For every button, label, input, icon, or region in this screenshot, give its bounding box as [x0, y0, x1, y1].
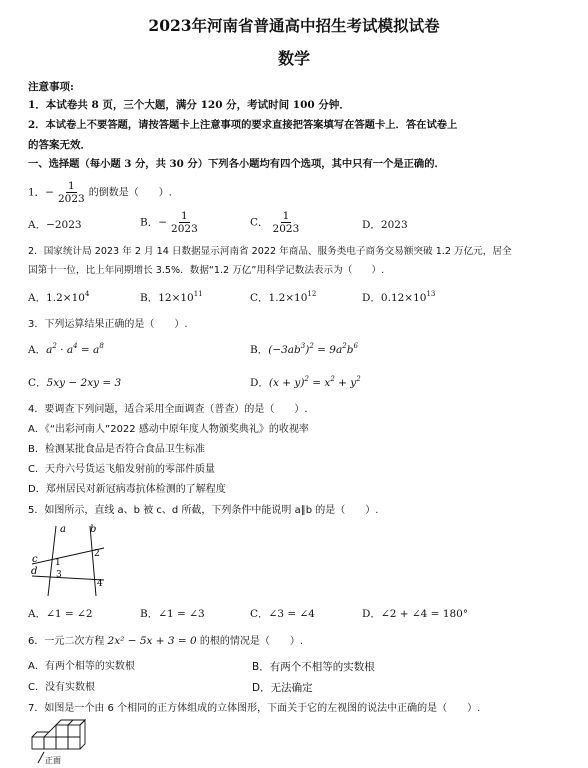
question-2-line-1: 2．国家统计局 2023 年 2 月 14 日数据显示河南省 2022 年商品、服务类电子商务交易额突破 1.2 万亿元，居全 — [28, 246, 512, 257]
question-6-stem — [28, 634, 303, 649]
q7-cube-figure — [28, 719, 88, 767]
q3-option-c-expr: 5xy − 2xy = 3 — [46, 377, 122, 389]
q1-option-b — [140, 210, 202, 235]
q1-option-c-num: 1 — [282, 210, 290, 222]
label-a: a — [60, 524, 66, 535]
question-7-stem: 7．如图是一个由 6 个相同的正方体组成的立体图形，下面关于它的左视图的说法中正确的是（ ）. — [28, 703, 481, 714]
q4-option-a: A．《“出彩河南人”2022 感动中原年度人物颁奖典礼》的收视率 — [28, 424, 309, 435]
q2-option-a — [28, 291, 89, 305]
q2-option-d-base: 0.12×10 — [380, 292, 427, 304]
q1-option-c-label: C． — [250, 216, 269, 229]
q2-option-b — [140, 291, 203, 305]
section-1-heading: 一、选择题（每小题 3 分，共 30 分）下列各小题均有四个选项，其中只有一个是正确的． — [28, 158, 445, 170]
exam-title: 2023年河南省普通高中招生考试模拟试卷 — [148, 16, 440, 35]
q3-option-b-expr: $(-3ab^3)^2 = 9a^2b^6$ — [268, 342, 358, 356]
q1-neg: − — [45, 186, 54, 199]
q5-option-d: D．∠2 + ∠4 = 180° — [362, 608, 469, 620]
label-b: b — [90, 524, 97, 535]
notice-item-1: 1．本试卷共 8 页，三个大题，满分 120 分，考试时间 100 分钟． — [28, 99, 350, 111]
q1-option-c-den: 2023 — [272, 223, 300, 235]
q2-option-c-base: 1.2×10 — [268, 292, 308, 304]
q5-option-a: A．∠1 = ∠2 — [28, 608, 93, 620]
q3-option-b — [250, 343, 358, 357]
angle-1: 1 — [55, 558, 61, 568]
question-3-stem: 3．下列运算结果正确的是（ ）. — [28, 319, 188, 330]
q2-option-c-exp: 12 — [307, 290, 317, 298]
angle-3: 3 — [56, 570, 62, 580]
q1-option-c-fraction — [271, 210, 302, 235]
q1-option-b-label: B． — [140, 216, 159, 229]
q6-equation: 2x² − 5x + 3 = 0 — [107, 635, 197, 647]
notice-item-2-line-1: 2．本试卷上不要答题，请按答题卡上注意事项的要求直接把答案填写在答题卡上．答在试卷上 — [28, 119, 458, 131]
q4-option-d: D．郑州居民对新冠病毒抗体检测的了解程度 — [28, 484, 226, 495]
q2-option-d — [362, 291, 435, 305]
q1-prefix: 1． — [28, 186, 46, 199]
q3-option-a — [28, 343, 104, 357]
q2-option-b-exp: 11 — [193, 290, 203, 298]
question-5-stem: 5．如图所示，直线 a、b 被 c、d 所截，下列条件中能说明 a∥b 的是（ ）. — [28, 505, 379, 516]
q2-option-c-label: C． — [250, 292, 269, 304]
q5-option-b: B．∠1 = ∠3 — [140, 608, 205, 620]
label-c: c — [32, 554, 38, 565]
line-d — [32, 576, 104, 580]
q1-option-a: A．−2023 — [28, 219, 82, 231]
q1-option-c — [250, 210, 303, 235]
angle-4: 4 — [97, 579, 103, 589]
question-1-stem — [28, 180, 172, 205]
q3-option-b-label: B． — [250, 344, 269, 356]
q3-option-d — [250, 376, 361, 390]
exam-subject: 数学 — [277, 49, 310, 68]
q3-option-c — [28, 376, 121, 390]
q1-suffix: 的倒数是（ ）. — [88, 187, 172, 199]
q3-option-a-label: A． — [28, 344, 47, 356]
q7-front-label: 正面 — [45, 756, 61, 765]
question-4-stem: 4．要调查下列问题，适合采用全面调查（普查）的是（ ）. — [28, 404, 308, 415]
q3-option-a-expr: $a^2 \cdot a^4 = a^8$ — [46, 342, 104, 356]
q1-option-b-den: 2023 — [171, 223, 198, 235]
q6-stem-post: 的根的情况是（ ）. — [196, 636, 304, 647]
notice-heading: 注意事项: — [28, 81, 74, 93]
q2-option-d-exp: 13 — [426, 290, 436, 298]
q1-option-d: D．2023 — [362, 219, 408, 231]
q6-stem-pre: 6．一元二次方程 — [28, 636, 108, 647]
q2-option-d-label: D． — [362, 292, 381, 304]
q5-option-c: C．∠3 = ∠4 — [250, 608, 315, 620]
question-2-line-2: 国第十一位，比上年同期增长 3.5%．数据“1.2 万亿”用科学记数法表示为（ ）. — [28, 265, 385, 276]
q4-option-b: B．检测某批食品是否符合食品卫生标准 — [28, 444, 205, 455]
q5-lines-figure — [28, 520, 108, 598]
q2-option-b-base: 12×10 — [158, 292, 194, 304]
q3-option-d-label: D． — [250, 377, 269, 389]
q1-fraction-num: 1 — [68, 180, 75, 192]
line-b — [90, 526, 96, 596]
front-arrow-icon — [38, 752, 44, 763]
label-d: d — [31, 566, 38, 577]
q6-option-a: A．有两个相等的实数根 — [28, 661, 135, 672]
q1-fraction-den: 2023 — [58, 193, 85, 205]
q2-option-a-base: 1.2×10 — [46, 292, 85, 304]
q1-fraction — [56, 180, 87, 205]
angle-2: 2 — [94, 549, 100, 559]
q1-option-b-num: 1 — [181, 210, 188, 222]
q1-option-b-neg: − — [158, 216, 168, 229]
q6-option-c: C．没有实数根 — [28, 682, 95, 693]
notice-item-2-line-2: 的答案无效． — [28, 139, 91, 151]
q3-option-c-label: C． — [28, 377, 47, 389]
q2-option-b-label: B． — [140, 292, 159, 304]
q2-option-c — [250, 291, 316, 305]
q2-option-a-exp: 4 — [84, 290, 90, 298]
q1-option-b-fraction — [169, 210, 200, 235]
q2-option-a-label: A． — [28, 292, 47, 304]
q4-option-c: C．天舟六号货运飞船发射前的零部件质量 — [28, 464, 215, 475]
q3-option-d-expr: $(x + y)^2 = x^2 + y^2$ — [268, 375, 361, 389]
q6-option-d: D．无法确定 — [252, 682, 313, 694]
q6-option-b: B．有两个不相等的实数根 — [252, 661, 375, 673]
